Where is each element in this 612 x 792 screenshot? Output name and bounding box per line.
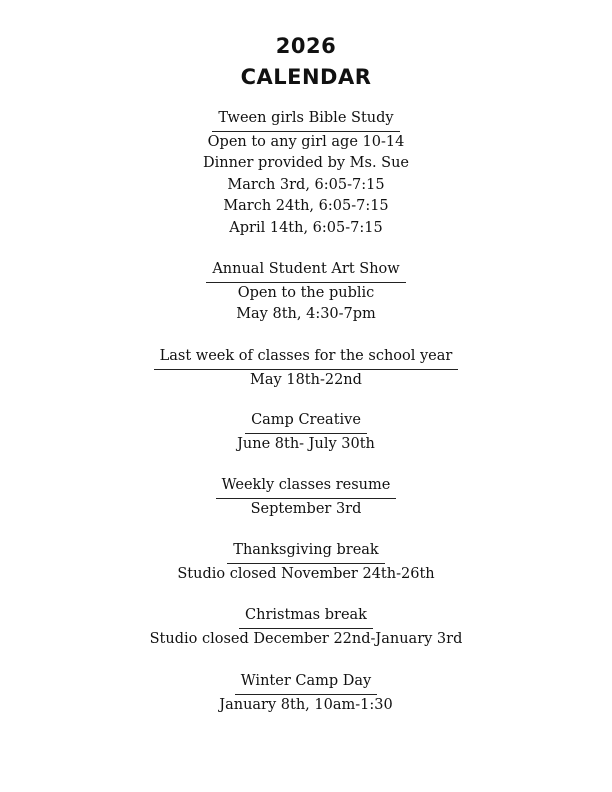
event-thanksgiving-break	[0, 540, 612, 585]
event-heading: Weekly classes resume	[216, 475, 397, 499]
event-tween-bible-study	[0, 108, 612, 239]
calendar-title: CALENDAR	[240, 65, 372, 89]
event-heading: Annual Student Art Show	[206, 259, 405, 283]
event-date: January 8th, 10am-1:30	[219, 696, 393, 713]
event-detail: Studio closed December 22nd-January 3rd	[149, 630, 463, 647]
event-art-show	[0, 259, 612, 326]
event-detail: Open to any girl age 10-14	[207, 133, 405, 150]
event-date: March 24th, 6:05-7:15	[223, 198, 389, 214]
event-winter-camp-day	[0, 671, 612, 716]
event-date: April 14th, 6:05-7:15	[229, 219, 383, 236]
event-classes-resume	[0, 475, 612, 520]
event-heading: Camp Creative	[245, 410, 367, 434]
event-date: May 18th-22nd	[250, 371, 362, 388]
event-date: June 8th- July 30th	[237, 435, 375, 452]
event-date: March 3rd, 6:05-7:15	[227, 176, 385, 193]
event-christmas-break	[0, 605, 612, 650]
event-heading: Christmas break	[239, 605, 373, 629]
event-heading: Last week of classes for the school year	[154, 346, 459, 370]
event-detail: Studio closed November 24th-26th	[177, 565, 435, 582]
event-heading: Thanksgiving break	[227, 540, 384, 564]
event-date: September 3rd	[250, 500, 362, 517]
event-detail: Open to the public	[237, 284, 375, 301]
event-heading: Winter Camp Day	[235, 671, 377, 695]
event-last-week-classes	[0, 346, 612, 391]
calendar-year: 2026	[275, 34, 337, 58]
event-date: May 8th, 4:30-7pm	[236, 306, 376, 322]
event-detail: Dinner provided by Ms. Sue	[202, 155, 410, 171]
event-camp-creative	[0, 410, 612, 455]
event-heading: Tween girls Bible Study	[212, 108, 399, 132]
